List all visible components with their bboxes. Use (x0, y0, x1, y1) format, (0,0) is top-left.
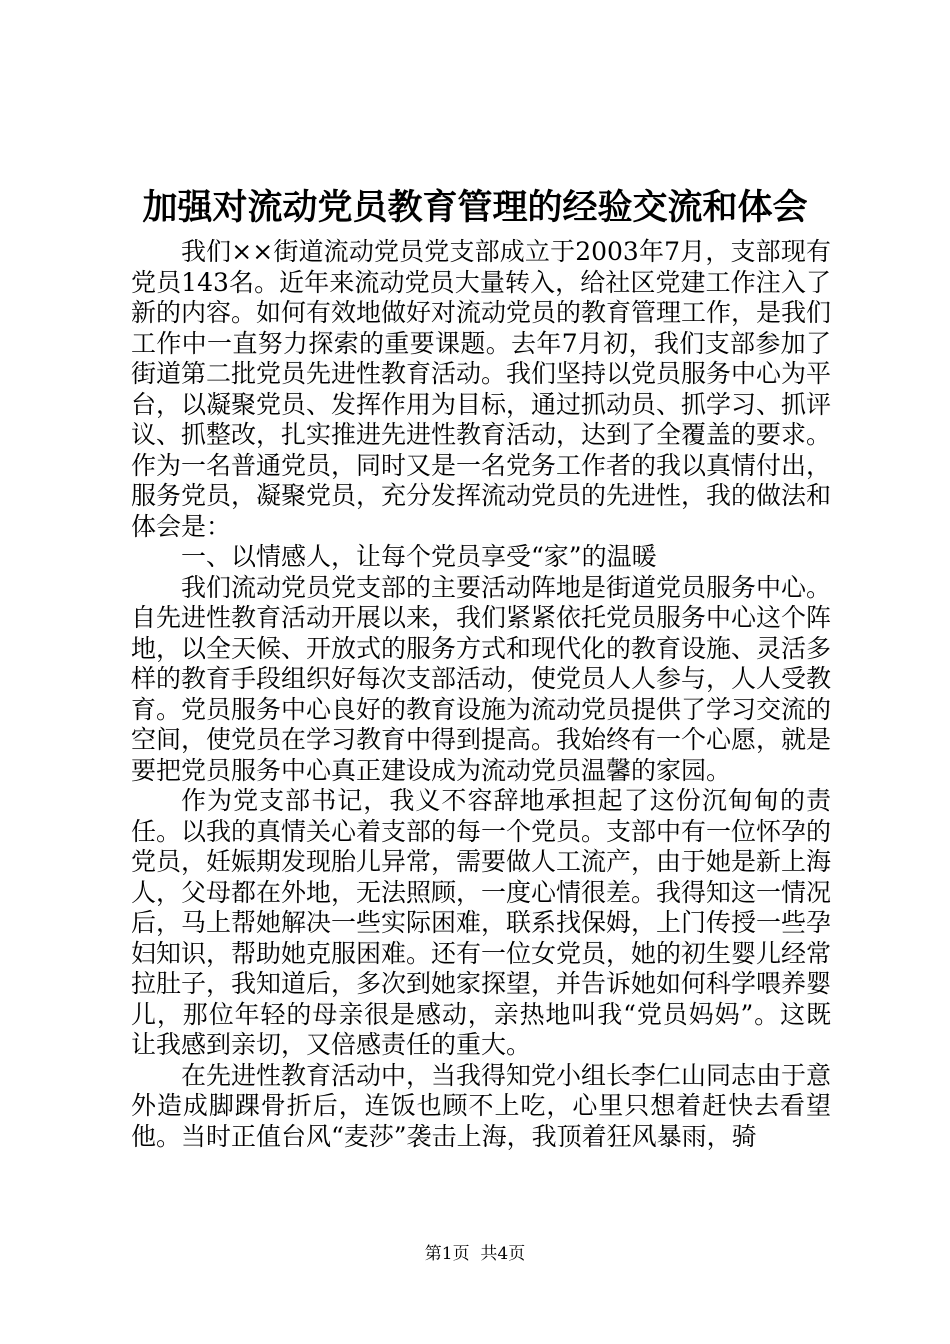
page-total: 共4页 (480, 1244, 526, 1264)
paragraph-secretary: 作为党支部书记，我义不容辞地承担起了这份沉甸甸的责任。以我的真情关心着支部的每一个党员。支部中有一位怀孕的党员，妊娠期发现胎儿异常，需要做人工流产，由于她是新上海人，父母都在外地，无法照顾，一度心情很差。我得知这一情况后，马上帮她解决一些实际困难，联系找保姆，上门传授一些孕妇知识，帮助她克服困难。还有一位女党员，她的初生婴儿经常拉肚子，我知道后，多次到她家探望，并告诉她如何科学喂养婴儿，那位年轻的母亲很是感动，亲热地叫我“党员妈妈”。这既让我感到亲切，又倍感责任的重大。 (131, 786, 832, 1059)
paragraph-typhoon: 在先进性教育活动中，当我得知党小组长李仁山同志由于意外造成脚踝骨折后，连饭也顾不上吃，心里只想着赶快去看望他。当时正值台风“麦莎”袭击上海，我顶着狂风暴雨，骑 (131, 1060, 832, 1151)
paragraph-service-center: 我们流动党员党支部的主要活动阵地是街道党员服务中心。自先进性教育活动开展以来，我们紧紧依托党员服务中心这个阵地，以全天候、开放式的服务方式和现代化的教育设施、灵活多样的教育手段组织好每次支部活动，使党员人人参与，人人受教育。党员服务中心良好的教育设施为流动党员提供了学习交流的空间，使党员在学习教育中得到提高。我始终有一个心愿，就是要把党员服务中心真正建设成为流动党员温馨的家园。 (131, 572, 832, 785)
section-heading-1: 一、以情感人，让每个党员享受“家”的温暖 (181, 542, 657, 571)
document-body (131, 237, 831, 1152)
page-number: 第1页 (424, 1244, 470, 1264)
document-title: 加强对流动党员教育管理的经验交流和体会 (142, 187, 808, 228)
page-footer (0, 1244, 950, 1264)
paragraph-intro: 我们××街道流动党员党支部成立于2003年7月，支部现有党员143名。近年来流动党员大量转入，给社区党建工作注入了新的内容。如何有效地做好对流动党员的教育管理工作，是我们工作中一直努力探索的重要课题。去年7月初，我们支部参加了街道第二批党员先进性教育活动。我们坚持以党员服务中心为平台，以凝聚党员、发挥作用为目标，通过抓动员、抓学习、抓评议、抓整改，扎实推进先进性教育活动，达到了全覆盖的要求。作为一名普通党员，同时又是一名党务工作者的我以真情付出，服务党员，凝聚党员，充分发挥流动党员的先进性，我的做法和体会是： (131, 237, 832, 541)
